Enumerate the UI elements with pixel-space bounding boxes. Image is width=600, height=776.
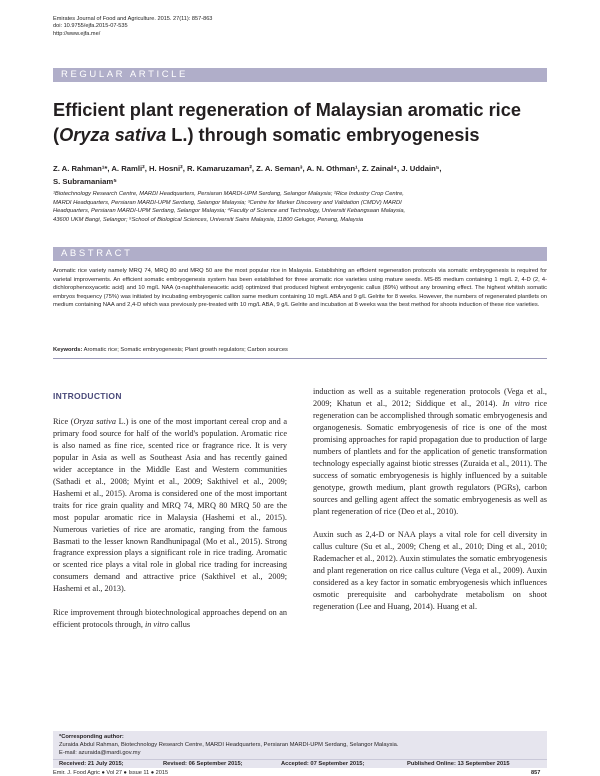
page-number: 857 xyxy=(531,770,541,776)
abstract-heading: ABSTRACT xyxy=(61,248,133,259)
author-line-1: Z. A. Rahman¹*, A. Ramli², H. Hosni², R. Kamaruzaman², Z. A. Seman³, A. N. Othman¹, Z. Zainal⁴, J. Uddain⁵, xyxy=(53,164,442,173)
divider xyxy=(53,358,547,359)
article-type-label: REGULAR ARTICLE xyxy=(61,69,188,80)
received-date: Received: 21 July 2015; xyxy=(59,761,124,767)
left-column xyxy=(53,416,287,631)
accepted-date: Accepted: 07 September 2015; xyxy=(281,761,365,767)
affiliations xyxy=(53,190,548,224)
published-date: Published Online: 13 September 2015 xyxy=(407,761,510,767)
affiliation-line-4: 43600 UKM Bangi, Selangor; ⁵School of Biological Sciences, Universiti Sains Malaysia, 11800 Gelugor, Penang, Malaysia xyxy=(53,216,364,223)
affiliation-line-2: MARDI Headquarters, Persiaran MARDI-UPM Serdang, Selangor Malaysia; ³Centre for Marker Discovery and Validation (CMDV) MARDI xyxy=(53,199,402,206)
abstract-text: Aromatic rice variety namely MRQ 74, MRQ 80 and MRQ 50 are the most popular rice in Malaysia. Establishing an efficient regeneration protocols via somatic embryogenesis is required for varietal improvements. An efficient somatic embryogenesis system has been established for three aromatic rice varieties using mature seeds. MS-85 medium containing 1 mg/L 2, 4-D (2, 4-dichlorophenoxyacetic acid) and 10 mg/L NAA (α-naphthaleneacetic acid) optimized that produced highest embryogenic callus (89%) without any browning effect. The highest whitish somatic embryos frequency (75%) was initiated by incubating embryogenic callion same medium containing 10 mg/L ABA and 9 g/L Gelrite for 8 weeks. However, the numbers of regenerated plantlets on medium containing NAA and 2,4-D which was previously pre-treated with 10 mg/L ABA, 9 g/L Gelrite and incubation at 8 weeks was the best method for shoots induction of these rice varieties. xyxy=(53,268,547,309)
paragraph: Auxin such as 2,4-D or NAA plays a vital role for cell diversity in callus culture (Su et al., 2009; Cheng et al., 2010; Ding et al., 2010; Rademacher et al., 2012). Auxin stimulates the somatic embryogenesis and plant regeneration on rice callus culture (Vega et al., 2009). Auxin considered as a key factor in somatic embryogenesis which influences osmotic prerequisite and carbohydrate metabolism on shoot regeneration (Lee and Huang, 2014). Huang et al. xyxy=(313,530,547,612)
affiliation-line-3: Headquarters, Persiaran MARDI-UPM Serdang, Selangor Malaysia; ⁴Faculty of Science and Technology, Universiti Kebangsaan Malaysia, xyxy=(53,208,406,215)
keywords-list: Aromatic rice; Somatic embryogenesis; Plant growth regulators; Carbon sources xyxy=(82,347,288,353)
revised-date: Revised: 06 September 2015; xyxy=(163,761,243,767)
doi-link[interactable]: doi: 10.9755/ejfa.2015-07-535 xyxy=(53,23,128,30)
author-line-2: S. Subramaniam⁵ xyxy=(53,177,117,186)
dates-divider xyxy=(53,759,547,760)
paragraph: induction as well as a suitable regeneration protocols (Vega et al., 2009; Khatun et al., 2012; Siddique et al., 2014). In vitro rice regeneration can be accomplished through somatic embryogenesis and organogenesis. Somatic embryogenesis of rice is one of the most promising approaches for rapid propagation due to production of large numbers of plantlets and for the application of genetic transformation technology especially against biotic stresses (Zuraida et al., 2011). The success of somatic embryogenesis is highly influenced by a suitable genotype, growth medium, plant growth regulators (PGRs), carbon sources and gelling agent affect the somatic embryogenesis as well as plant regeneration of rice (Deo et al., 2010). xyxy=(313,387,547,516)
right-column xyxy=(313,386,547,613)
article-type-band xyxy=(53,68,547,82)
title-line-1: Efficient plant regeneration of Malaysian aromatic rice xyxy=(53,100,521,120)
journal-url[interactable]: http://www.ejfa.me/ xyxy=(53,30,101,37)
species-name: Oryza sativa xyxy=(59,125,167,145)
keywords xyxy=(53,346,547,354)
footer-citation: Emir. J. Food Agric ● Vol 27 ● Issue 11 ● 2015 xyxy=(53,770,169,776)
abstract-band xyxy=(53,247,547,261)
journal-citation: Emirates Journal of Food and Agriculture. 2015. 27(11): 857-863 xyxy=(53,16,213,22)
article-title xyxy=(53,98,553,148)
correspondence-label: *Corresponding author: xyxy=(59,734,124,740)
author-list xyxy=(53,162,548,188)
keywords-label: Keywords: xyxy=(53,347,83,353)
paragraph: Rice (Oryza sativa L.) is one of the most important cereal crop and a primary food source for half of the world's population. Aromatic rice is also named as fine rice, scented rice or fragrance rice. It is very popular in Asia as well as Southeast Asia and has recently gained wider acceptance in the Middle East and Western communities (Sathadi et al., 2008; Myint et al., 2009; Sakthivel et al., 2009; Hashemi et al., 2015). Aroma is considered one of the most important traits for rice grain quality and MRQ 74, MRQ 80 MRQ 50 are the most popular aromatic rice in Malaysia (Hashemi et al., 2015). Numerous varieties of rice are aromatic, ranging from the famous Basmati to the lesser known Randhunipagal (Mo et al., 2015). Strong fragrance expression plays a significant role in rice trading. Aromatic or scented rice plays a vital role in global rice trading for increasing consumers demand and attractive price (Sakthivel et al., 2009; Hashemi et al., 2013). xyxy=(53,417,287,594)
correspondence-address: Zuraida Abdul Rahman, Biotechnology Research Centre, MARDI Headquarters, Persiaran MARDI-UPM Serdang, Selangor Malaysia. xyxy=(59,742,399,749)
affiliation-line-1: ¹Biotechnology Research Centre, MARDI Headquarters, Persiaran MARDI-UPM Serdang, Selangor Malaysia; ²Rice Industry Crop Centre, xyxy=(53,191,404,197)
correspondence-text xyxy=(59,733,549,758)
journal-meta xyxy=(53,16,212,38)
paragraph: Rice improvement through biotechnological approaches depend on an efficient protocols through, in vitro callus xyxy=(53,608,287,630)
correspondence-email[interactable]: E-mail: azuraida@mardi.gov.my xyxy=(59,750,141,757)
title-line-2: (Oryza sativa L.) through somatic embryogenesis xyxy=(53,125,480,145)
section-heading-introduction: INTRODUCTION xyxy=(53,391,122,401)
